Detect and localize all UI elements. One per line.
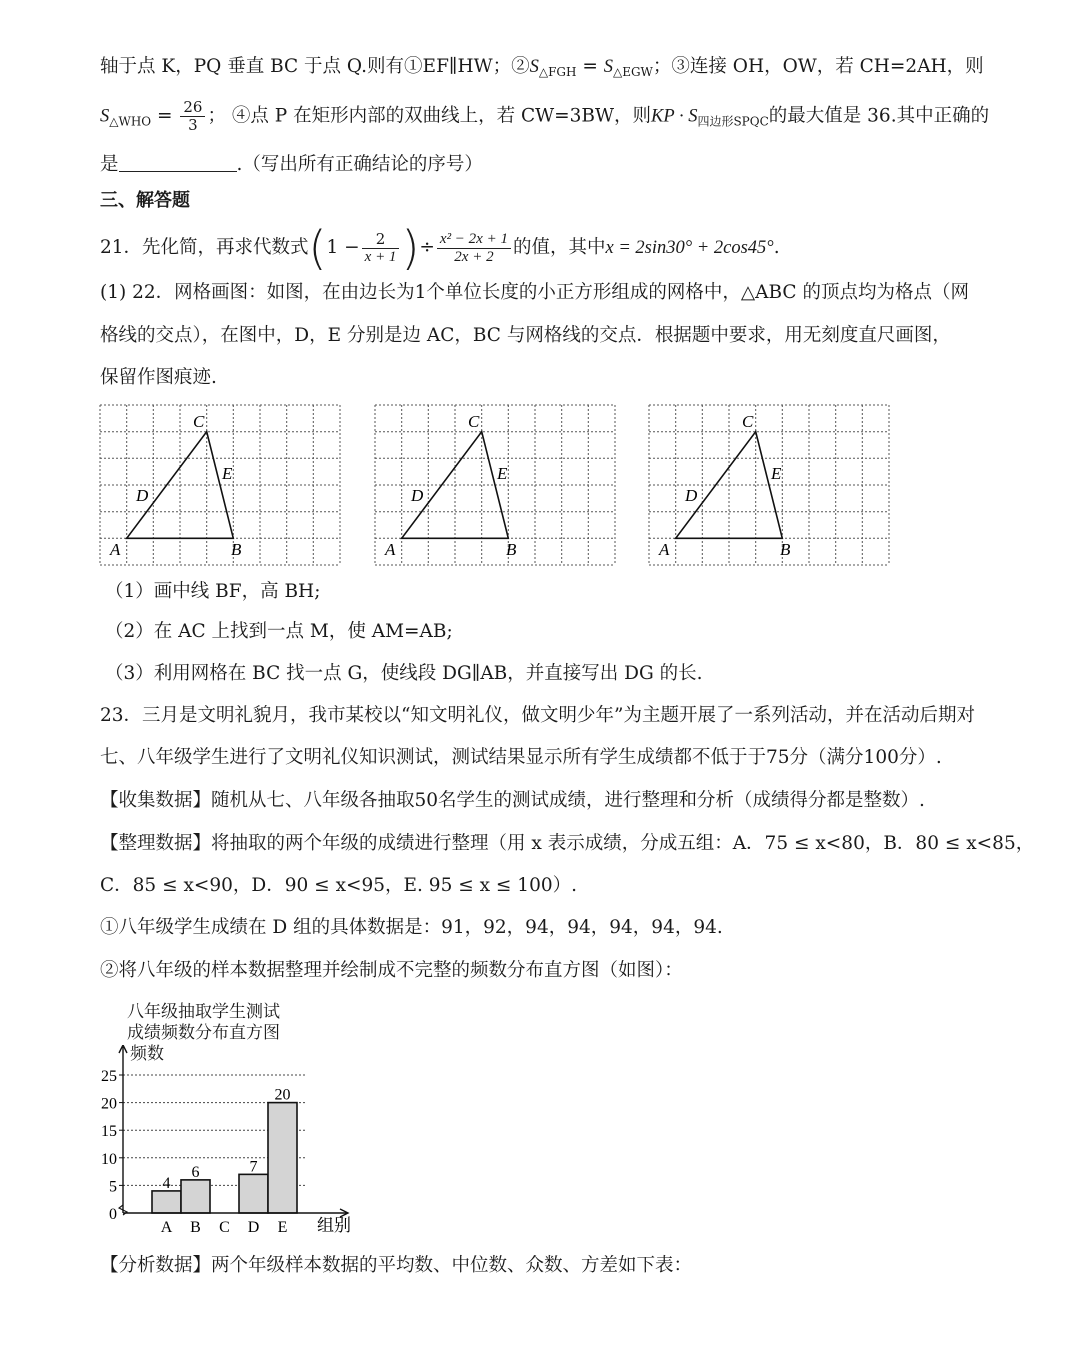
q21-period: . [773, 237, 780, 258]
fraction-quadratic [437, 231, 511, 266]
area-subscript: △EGW [612, 65, 653, 79]
histogram-bar-b [181, 1180, 210, 1213]
histogram-y-tick-label: 10 [101, 1150, 117, 1168]
q22-part-2: （2）在 AC 上找到一点 M，使 AM=AB; [105, 621, 453, 642]
x-value-expression: x = 2sin30° + 2cos45° [605, 238, 774, 258]
area-symbol: S [603, 57, 613, 77]
histogram-data-label: 7 [249, 1158, 258, 1176]
grid-figure-1 [100, 405, 340, 565]
vertex-label-c: C [742, 412, 754, 431]
q23-line-5: C．85 ≤ x<90，D．90 ≤ x<95，E. 95 ≤ x ≤ 100）. [100, 875, 577, 896]
vertex-label-b: B [780, 540, 791, 559]
section-heading: 三、解答题 [100, 190, 190, 211]
histogram-data-label: 20 [274, 1086, 291, 1104]
q22-line-2: 格线的交点），在图中，D，E 分别是边 AC，BC 与网格线的交点．根据题中要求，用无刻度直尺画图， [100, 325, 951, 346]
vertex-label-a: A [385, 540, 396, 559]
vertex-label-b: B [506, 540, 517, 559]
point-label-d: D [136, 486, 149, 505]
q20-line-2 [100, 99, 989, 135]
q22-part-1: （1）画中线 BF，高 BH; [105, 581, 321, 602]
point-label-d: D [411, 486, 424, 505]
vertex-label-a: A [659, 540, 670, 559]
answer-blank[interactable] [119, 153, 237, 172]
grid-figures [0, 400, 1080, 570]
fraction-denominator: 2x + 2 [454, 248, 494, 265]
fraction-26-3 [180, 99, 205, 134]
q20-text-3b: .（写出所有正确结论的序号） [236, 154, 483, 175]
histogram-y-tick-label: 5 [109, 1178, 117, 1196]
histogram-y-tick-label: 15 [101, 1123, 117, 1141]
histogram-bar-a [152, 1191, 181, 1213]
area-subscript: △FGH [538, 65, 577, 79]
histogram-chart [95, 1045, 355, 1235]
histogram-xlabel: 组别 [317, 1216, 351, 1235]
kp-subscript: 四边形SPQC [697, 114, 769, 129]
vertex-label-b: B [231, 540, 242, 559]
histogram-y-ticks [101, 1068, 123, 1223]
q22-part-3: （3）利用网格在 BC 找一点 G，使线段 DG∥AB，并直接写出 DG 的长. [105, 663, 703, 684]
histogram-y-tick-label: 25 [101, 1068, 117, 1085]
equals-sign: = [151, 105, 179, 127]
q21-text-b: 的值，其中 [512, 237, 606, 258]
histogram-x-tick-label: C [219, 1219, 230, 1235]
q20-text-1b: ；③连接 OH，OW，若 CH=2AH，则 [652, 56, 984, 77]
q20-text-1: 轴于点 K，PQ 垂直 BC 于点 Q.则有①EF∥HW；② [100, 56, 530, 77]
vertex-label-a: A [110, 540, 121, 559]
q21-one-minus: 1 − [326, 237, 360, 258]
grid-figure-2 [375, 405, 615, 565]
q23-line-2: 七、八年级学生进行了文明礼仪知识测试，测试结果显示所有学生成绩都不低于于75分（满分100分）. [100, 747, 942, 768]
point-label-e: E [771, 464, 782, 483]
q23-line-4: 【整理数据】将抽取的两个年级的成绩进行整理（用 x 表示成绩，分成五组：A．75 ≤ x<80，B．80 ≤ x<85， [100, 833, 1035, 854]
q21-line [100, 221, 780, 275]
q21-text: 21．先化简，再求代数式 [100, 237, 309, 258]
q20-text-2c: 的最大值是 36.其中正确的 [768, 105, 990, 127]
area-subscript: △WHO [109, 114, 152, 129]
area-symbol: S [100, 106, 110, 127]
point-label-d: D [685, 486, 698, 505]
histogram-title-2: 成绩频数分布直方图 [127, 1023, 280, 1043]
histogram-x-ticks [161, 1219, 288, 1235]
histogram-bars [152, 1087, 297, 1213]
fraction-denominator: 3 [188, 116, 198, 134]
vertex-label-c: C [468, 412, 480, 431]
fraction-denominator: x + 1 [364, 248, 397, 265]
q22-line-1: (1) 22．网格画图：如图，在由边长为1个单位长度的小正方形组成的网格中，△ABC 的顶点均为格点（网 [100, 282, 969, 303]
histogram-x-tick-label: B [190, 1219, 201, 1235]
fraction-numerator: x² − 2x + 1 [437, 231, 511, 249]
left-paren: ( [308, 221, 327, 275]
point-label-e: E [497, 464, 508, 483]
q20-line-1 [100, 54, 984, 85]
fraction-numerator: 2 [362, 231, 400, 249]
histogram-bar-d [239, 1174, 268, 1213]
histogram-x-tick-label: A [160, 1219, 173, 1235]
division-sign: ÷ [419, 237, 435, 258]
q20-text-2b: ； ④点 P 在矩形内部的双曲线上，若 CW=3BW，则 [207, 105, 652, 127]
area-symbol: S [529, 57, 539, 77]
q22-line-3: 保留作图痕迹. [100, 367, 217, 388]
histogram-x-tick-label: E [277, 1219, 288, 1235]
histogram-data-label: 6 [191, 1163, 200, 1181]
histogram-y-tick-label: 0 [109, 1206, 117, 1223]
q23-line-8: 【分析数据】两个年级样本数据的平均数、中位数、众数、方差如下表： [100, 1255, 693, 1276]
histogram-bar-e [268, 1103, 297, 1213]
grid-figure-3 [649, 405, 889, 565]
histogram-x-tick-label: D [247, 1219, 260, 1235]
right-paren: ) [401, 221, 420, 275]
histogram-y-tick-label: 20 [101, 1095, 117, 1113]
q23-line-3: 【收集数据】随机从七、八年级各抽取50名学生的测试成绩，进行整理和分析（成绩得分都是整数）. [100, 790, 925, 811]
q20-line-3 [100, 152, 483, 178]
vertex-label-c: C [193, 412, 205, 431]
histogram-data-label: 4 [162, 1174, 171, 1192]
fraction-2-over-x-plus-1 [362, 231, 400, 266]
q20-text-3a: 是 [100, 154, 119, 175]
q23-line-6: ①八年级学生成绩在 D 组的具体数据是：91，92，94，94，94，94，94. [100, 917, 723, 938]
q23-line-7: ②将八年级的样本数据整理并绘制成不完整的频数分布直方图（如图）： [100, 960, 683, 981]
histogram-ylabel: 频数 [130, 1044, 164, 1064]
q23-line-1: 23．三月是文明礼貌月，我市某校以“知文明礼仪，做文明少年”为主题开展了一系列活动，并在活动后期对 [100, 705, 975, 726]
fraction-numerator: 26 [180, 99, 205, 117]
kp-expression: KP · S [651, 106, 698, 127]
histogram-title-1: 八年级抽取学生测试 [127, 1002, 280, 1022]
equals-sign: = [576, 56, 604, 77]
point-label-e: E [222, 464, 233, 483]
